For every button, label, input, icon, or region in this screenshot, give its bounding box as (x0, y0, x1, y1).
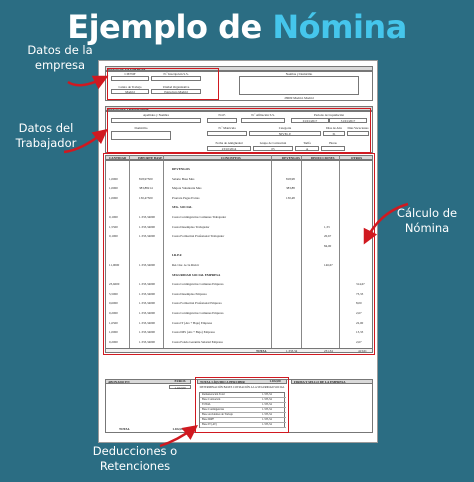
importe-cell: 1.333,34000 (139, 215, 155, 219)
importe-cell: 1.333,34000 (139, 311, 155, 315)
base-label: Base Accidentes de Trabajo (202, 413, 233, 416)
importe-cell: 1.333,34000 (139, 282, 155, 287)
concepto-cell: Cuota Formación Profesional Trabajador (172, 234, 225, 239)
concepto-cell: Cuota Contingencias Comunes Empresa (172, 282, 224, 287)
base-value: 1.333,34 (262, 408, 272, 411)
dias-alta-field: 31 (323, 131, 345, 136)
grupo-label: Grupo de Cotización (259, 141, 287, 145)
cantidad-cell: 23,6000 (109, 282, 120, 287)
devengo-cell: 383,88 (286, 186, 295, 191)
cantidad-cell: 0,1000 (109, 215, 118, 219)
fecha-desde: 01/01/2017 (291, 118, 329, 123)
deduccion-cell: 146,67 (324, 263, 333, 267)
concepto-cell: Cuota Fondo Garantía Salarial Empresa (172, 339, 223, 344)
importe-cell: 1.333,34000 (139, 320, 155, 325)
trabajador-header: DATOS DEL TRABAJADOR (105, 106, 373, 111)
categoria-field: NIVEL E (249, 131, 321, 136)
base-label: Base IT (AT) (202, 423, 217, 426)
otros-cell: 22,00 (356, 320, 364, 325)
cantidad-cell: 0,1000 (109, 234, 118, 239)
nif-label: N.I.F. (218, 113, 226, 117)
concepto-cell: Cuota Desempleo Trabajador (172, 224, 210, 229)
periodo-label: Período de Liquidación (314, 113, 344, 117)
empresa-highlight-box (107, 68, 219, 100)
abonado-header: ABONADO EN (105, 379, 191, 384)
label-trabajador: Datos del Trabajador (15, 121, 77, 150)
fecha-hasta: 31/01/2017 (329, 118, 367, 123)
nombre-field (239, 76, 359, 95)
title-part-2: Nómina (272, 8, 407, 46)
domicilio-value: 28009 Madrid. Madrid (284, 96, 314, 100)
label-deducciones: Deducciones o Retenciones (92, 444, 178, 473)
deduccion-cell: 20,67 (324, 234, 332, 239)
determinacion-label: DETERMINACIÓN BASES COTIZACIÓN A LA SEGURIDAD SOCIAL (199, 386, 285, 389)
concepto-cell: Cuota Formación Profesional Empresa (172, 301, 222, 306)
apellidos-label: Apellidos y Nombre (142, 113, 170, 117)
importe-cell: 1.333,34000 (139, 263, 155, 267)
concepto-cell: Cuota Desempleo Empresa (172, 291, 207, 296)
base-label: TOTAL (202, 403, 211, 406)
cantidad-cell: 1,0000 (109, 186, 118, 191)
tarifa-field: A (295, 146, 319, 151)
concepto-cell: Ret.vlor. A cta Rnd.tr (172, 263, 200, 267)
concepto-cell: I.R.P.F. (172, 253, 183, 258)
concepto-cell: Cuota Contingencias Comunes Trabajador (172, 215, 227, 219)
base-value: 1.333,34 (262, 393, 272, 396)
col-otros: OTROS (351, 156, 363, 160)
abonado-value: 1.102,00 (169, 385, 191, 389)
importe-cell: 1.333,34000 (139, 224, 155, 229)
nombre-label: Nombre y Domicilio (285, 72, 313, 76)
importe-cell: 1.333,34000 (139, 330, 155, 335)
col-cantidad: CANTIDAD (109, 156, 127, 160)
deducciones-highlight-box (195, 377, 289, 433)
importe-cell: 818,97500 (139, 176, 153, 181)
antiguedad-label: Fecha de Antigüedad (215, 141, 243, 145)
concepto-cell: Cuota Contingencias Comunes Empresa (172, 311, 224, 315)
deduccion-cell: 84,00 (324, 243, 332, 248)
firma-header: FIRMA Y SELLO DE LA EMPRESA (291, 379, 373, 384)
calculo-highlight-box (103, 153, 375, 355)
otros-cell: 2,67 (356, 339, 362, 344)
base-value: 1.333,34 (262, 403, 272, 406)
cantidad-cell: 1,0000 (109, 176, 118, 181)
cantidad-cell: 1,5500 (109, 224, 118, 229)
base-label: Remuneración Total (202, 393, 225, 396)
importe-cell: 130,47500 (139, 195, 153, 200)
unidad-label: Unidad Organizativa (162, 85, 190, 89)
concepto-cell: Mejora Voluntaria Mes (172, 186, 202, 191)
bottom-total-value: 1.102,00 (172, 427, 184, 431)
cantidad-cell: 11,0000 (109, 263, 120, 267)
dias-vac-label: Días Vacaciones (347, 126, 369, 130)
cantidad-cell: 1,0000 (109, 330, 118, 335)
euros-label: EUROS (174, 379, 186, 383)
cantidad-cell: 0,2000 (109, 339, 118, 344)
col-conceptos: CONCEPTOS (221, 156, 241, 160)
centro-field: Madrid (111, 89, 149, 94)
otros-cell: 314,67 (356, 282, 365, 287)
base-label: Base Cotización (202, 398, 221, 401)
base-label: Base IRPF (202, 418, 215, 421)
concepto-cell: Cuota IT (Ats + Bajo) Empresa (172, 320, 213, 325)
total-otros: 413,01 (358, 349, 367, 353)
horas-label: Horas (329, 141, 337, 145)
empresa-header: DATOS DE LA EMPRESA (105, 66, 373, 71)
otros-cell: 8,00 (356, 301, 362, 306)
liquido-header: TOTAL LÍQUIDO A PERCIBIR (197, 379, 287, 384)
cantidad-cell: 0,2000 (109, 311, 118, 315)
liquido-value: 1.102,00 (269, 379, 281, 383)
concepto-cell: Prorrata Pagas Extras (172, 195, 200, 200)
centro-label: Centro de Trabajo (118, 85, 142, 89)
col-importe: IMPORTE BASE (138, 156, 163, 160)
categoria-label: Categoría (278, 126, 292, 130)
importe-cell: 1.333,34000 (139, 291, 155, 296)
matricula-label: N.º Matrícula (218, 126, 236, 130)
cantidad-cell: 5,5000 (109, 291, 118, 296)
label-calculo: Cálculo de Nómina (396, 206, 458, 235)
unidad-field: Estructura Madrid (151, 89, 201, 94)
base-value: 1.333,34 (262, 423, 272, 426)
dias-alta-label: Días de Alta (326, 126, 342, 130)
concepto-cell: Salario Base Mes (172, 176, 195, 181)
page-title (0, 8, 474, 46)
tarifa-label: Tarifa (303, 141, 311, 145)
inscripcion-label: N.º Inscripción S.S. (163, 72, 189, 76)
cantidad-cell: 0,6000 (109, 301, 118, 306)
label-empresa: Datos de la empresa (27, 43, 93, 72)
base-value: 1.333,34 (262, 398, 272, 401)
antiguedad-field: 23/10/2014 (207, 146, 251, 151)
concepto-cell: Cuota IMS (Ats + Bajo) Empresa (172, 330, 215, 335)
total-devengos: 1.333,34 (286, 349, 298, 353)
col-deducciones: DEDUCCIONES (311, 156, 335, 160)
concepto-cell: SEG. SOCIAL (172, 205, 193, 210)
grupo-field: 05 (253, 146, 293, 151)
deduccion-cell: 1,33 (324, 224, 330, 229)
cantidad-cell: 1,0000 (109, 195, 118, 200)
devengo-cell: 818,98 (286, 176, 295, 181)
base-label: Base Contingencias (202, 408, 225, 411)
title-part-1: Ejemplo de (67, 8, 273, 46)
concepto-cell: SEGURIDAD SOCIAL EMPRESA (172, 272, 221, 277)
cif-label: CIF/NIF (124, 72, 136, 76)
devengo-cell: 130,48 (286, 195, 295, 200)
base-value: 1.333,34 (262, 413, 272, 416)
concepto-cell: DEVENGOS (172, 167, 190, 171)
domicilio-label: Domicilio (134, 126, 148, 130)
otros-cell: 73,33 (356, 291, 364, 296)
importe-cell: 1.333,34000 (139, 234, 155, 239)
importe-cell: 383,88214 (139, 186, 153, 191)
total-label: TOTAL (256, 349, 267, 353)
cantidad-cell: 1,6500 (109, 320, 118, 325)
otros-cell: 2,67 (356, 311, 362, 315)
otros-cell: 13,33 (356, 330, 364, 335)
afiliacion-label: N.º Afiliación S.S. (251, 113, 275, 117)
trabajador-highlight-box (107, 108, 371, 153)
payslip-document (98, 60, 378, 443)
importe-cell: 1.333,34000 (139, 339, 155, 344)
importe-cell: 1.333,34000 (139, 301, 155, 306)
total-deducciones: 231,34 (324, 349, 333, 353)
bottom-total-label: TOTAL (119, 427, 130, 431)
col-devengos: DEVENGOS (282, 156, 300, 160)
base-value: 1.333,34 (262, 418, 272, 421)
